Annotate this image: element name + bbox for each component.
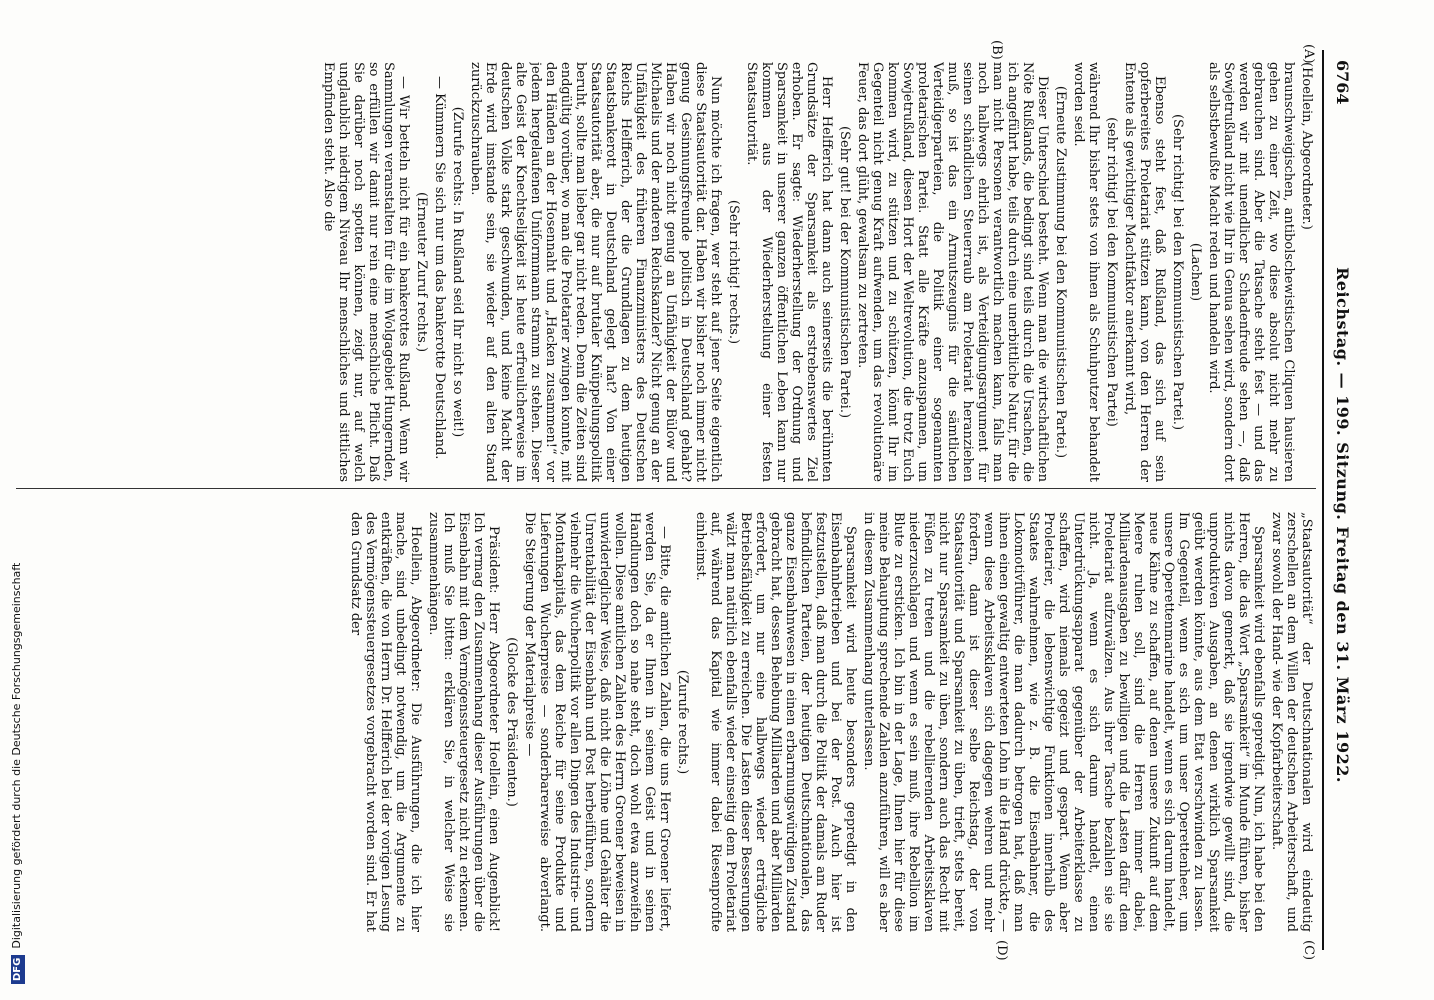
paragraph: — Wir betteln nicht für ein bankerottes Rußland. Wenn wir Sammlungen veranstalten für die im Wolgagebiet Hungernden, so erfüllen wir damit nur rein eine menschliche Pflicht. Daß Sie darüber noch spotten können, zeigt nur, auf welch unglaublich niedrigem Niveau Ihr menschliches und sittliches Empfinden steht. Also die	[321, 62, 411, 482]
paragraph: Ebenso steht fest, daß Rußland, das sich auf sein opferbereites Proletariat stützen kann, von den Herren der Entente als gewichtiger Machtfaktor anerkannt wird,	[1122, 62, 1167, 482]
paragraph: während Ihr bisher stets von ihnen als Schuhputzer behandelt worden seid.	[1071, 62, 1101, 482]
paragraph: Dieser Unterschied besteht. Wenn man die wirtschaftlichen Nöte Rußlands, die bedingt sind teils durch die Ursachen, die ich angeführt habe, teils durch eine unerbittliche Natur, für die man nicht Personen verantwortlich machen kann, falls man noch halbwegs ehrlich ist, als Verteidigungsargument für seinen schändlichen Steuerraub am Proletariat heranziehen muß, so ist das ein Armutszeugnis für die sämtlichen Verteidigerparteien, die Politik einer sogenannten proletarischen Partei. Statt alle Kräfte anzuspannen, um Sowjetrußland, diesen Hort der Weltrevolution, die trotz Euch kommen wird, zu stützen und zu schützen, könnt Ihr im Gegenteil nicht genug Kraft aufwenden, um das revolutionäre Feuer, das dort glüht, gewaltsam zu zertreten.	[855, 62, 1050, 482]
funding-note: Digitalisierung gefördert durch die Deutsche Forschungsgemeinschaft	[10, 562, 23, 949]
left-column	[24, 62, 1314, 482]
interjection: (Erneute Zustimmung bei den Kommunistischen Partei.)	[1053, 85, 1068, 459]
page-header	[1322, 50, 1354, 950]
paragraph: Sparsamkeit wird heute besonders gepredigt in den Eisenbahnbetrieben und bei der Post. Auch hier ist festzustellen, daß man durch die Politik der damals am Ruder befindlichen Parteien, der heutigen Deutschnationalen, das ganze Eisenbahnwesen in einen erbarmungswürdigen Zustand gebracht hat, dessen Behebung Milliarden und aber Milliarden erfordert, um nur eine halbwegs wieder erträgliche Betriebsfähigkeit zu erreichen. Die Lasten dieser Besserungen wälzt man natürlich ebenfalls wieder einseitig dem Proletariat auf, während das Kapital wie immer dabei Riesenprofite einheimst.	[693, 512, 858, 932]
margin-marker-b: (B)	[989, 40, 1004, 60]
interjection: (Sehr gut! bei der Kommunistischen Partei.)	[837, 125, 852, 419]
interjection: (Erneuter Zuruf rechts.)	[414, 191, 429, 353]
interjection: (Lachen)	[1188, 242, 1203, 302]
paragraph: — Kümmern Sie sich nur um das bankerotte Deutschland.	[432, 76, 447, 460]
interjection: (Sehr richtig! rechts.)	[726, 199, 741, 345]
margin-marker-d: (D)	[994, 940, 1009, 961]
right-column	[24, 512, 1314, 932]
interjection: (sehr richtig! bei den Kommunistischen Partei)	[1104, 117, 1119, 427]
paragraph: Hoellein, Abgeordneter: Die Ausführungen, die ich hier mache, sind unbedingt notwendig, um die Argumente zu entkräften, die von Herrn Dr. Helfferich bei der vorigen Lesung des Vermögenssteuergesetzes vorgebracht worden sind. Er hat den Grundsatz der	[348, 512, 423, 932]
paragraph: Nun möchte ich fragen, wer steht auf jener Seite eigentlich diese Staatsautorität dar. Haben wir bisher noch immer nicht genug Gesinnungsfreunde politisch in Deutschland gehabt? Haben wir noch nicht genug an Unfähigkeit der Bülow und Michaelis und der anderen Reichskanzler? Nicht genug an der Unfähigkeit des früheren Finanzministers des Deutschen Reichs Helfferich, der die Grundlagen zu dem heutigen Staatsbankerott in Deutschland gelegt hat? Von einer Staatsautorität aber, die nur auf brutaler Knüppelungspolitik beruht, sollte man lieber gar nicht reden. Denn die Zeiten sind endgültig vorüber, wo man die Proletarier zwingen konnte, mit den Händen an der Hosennaht und „Hacken zusammen!“ vor jedem hergelaufenen Uniformmann stramm zu stehen. Dieser alte Geist der Knechtseligkeit ist heute erfreulicherweise im deutschen Volke stark geschwunden, und keine Macht der Erde wird imstande sein, sie wieder auf den alten Stand zurückzuschrauben.	[468, 62, 723, 482]
running-head: Reichstag. — 199. Sitzung. Freitag den 31. März 1922.	[1333, 267, 1352, 783]
funding-footer	[0, 0, 30, 1000]
paragraph: Präsident: Herr Abgeordneter Hoellein, einen Augenblick! Ich vermag den Zusammenhang dieser Ausführungen über die Eisenbahn mit dem Vermögenssteuergesetz nicht zu erkennen. Ich muß Sie bitten: erklären Sie, in welcher Weise sie zusammenhängen.	[426, 512, 501, 932]
margin-marker-a: (A)	[1301, 44, 1316, 64]
interjection: (Glocke des Präsidenten.)	[504, 637, 519, 807]
paragraph: Herr Helfferich hat dann auch seinerseits die berühmten Grundsätze der Sparsamkeit als erstrebenswertes Ziel erhoben. Er sagte: Wiederherstellung der Ordnung und Sparsamkeit in unserer ganzen öffentlichen Leben kann nur kommen aus der Wiederherstellung einer festen Staatsautorität.	[744, 62, 834, 482]
paragraph: — Bitte, die amtlichen Zahlen, die uns Herr Groener liefert, werden Sie, da er Ihnen in seinem Geist und in seinen Handlungen doch so nahe steht, doch wohl etwa anzweifeln wollen. Diese amtlichen Zahlen des Herrn Groener beweisen in unwiderleglicher Weise, daß nicht die Löhne und Gehälter die Unrentabilität der Eisenbahn und Post herbeiführen, sondern vielmehr die Wucherpolitik vor allen Dingen des Industrie- und Montankapitals, das dem Reiche für seine Produkte und Lieferungen Wucherpreise — sonderbarerweise abverlangt. Die Steigerung der Materialpreise —	[522, 512, 672, 932]
interjection: (Zurufe rechts: In Rußland seid Ihr nicht so weit!)	[450, 106, 465, 438]
paragraph: Sparsamkeit wird ebenfalls gepredigt. Nun, ich habe bei den Herren, die das Wort „Sparsamkeit“ im Munde führen, bisher nichts davon gemerkt, daß sie irgendwie gewillt sind, die unproduktiven Ausgaben, an denen wirklich Sparsamkeit geübt werden könnte, aus dem Etat verschwinden zu lassen. Im Gegenteil, wenn es sich um unser Operettenheer, um unsere Operettenmarine handelt, wenn es sich darum handelt, neue Kähne zu schaffen, auf denen unsere Zukunft auf dem Meere ruhen soll, sind die Herren immer dabei, Milliardenausgaben zu bewilligen und die Lasten dafür dem Proletariat aufzuwälzen. Aus ihrer Tasche bezahlen sie sie nicht. Ja, wenn es sich darum handelt, einen Unterdrückungsapparat gegenüber der Arbeiterklasse zu schaffen, wird niemals gegeizt und gespart. Wenn aber Proletarier, die lebenswichtige Funktionen innerhalb des Staates wahrnehmen, wie z. B. die Eisenbahner, die Lokomotivführer, die man dadurch betrogen hat, daß man ihnen einen gewaltig entwerteten Lohn in die Hand drückte, — wenn diese Arbeitssklaven sich dagegen wehren und mehr fordern, dann ist dieser selbe Reichstag, der von Staatsautorität und Sparsamkeit zu üben, trieft, stets bereit, nicht nur Sparsamkeit zu üben, sondern auch das Recht mit Füßen zu treten und die rebellierenden Arbeitssklaven niederzuschlagen und wenn es sein muß, ihre Rebellion im Blute zu ersticken. Ich bin in der Lage, Ihnen hier für diese meine Behauptung sprechende Zahlen anzuführen, will es aber in diesem Zusammenhang unterlassen.	[861, 512, 1266, 932]
speaker-tag: (Hoellein, Abgeordneter.)	[1299, 62, 1314, 230]
dfg-logo: DFG	[11, 955, 25, 984]
interjection: (Zurufe rechts.)	[675, 669, 690, 775]
page-number: 6764	[1333, 60, 1352, 105]
margin-marker-c: (C)	[1301, 940, 1316, 961]
paragraph: „Staatsautorität“ der Deutschnationalen wird eindeutig zerschellen an dem Willen der deutschen Arbeiterschaft, und zwar sowohl der Hand- wie der Kopfarbeiterschaft.	[1269, 512, 1314, 932]
column-divider	[16, 488, 1316, 489]
interjection: (Sehr richtig! bei den Kommunistischen Partei.)	[1170, 113, 1185, 431]
paragraph: braunschweigischen, antibolschewistischen Cliquen hausieren gehen zu einer Zeit, wo diese absolut nicht mehr zu gebrauchen sind. Aber die Tatsache steht fest — und das werden wir mit unendlicher Schadenfreude sehen —, daß Sowjetrußland nicht wie Ihr in Genua sehen wird, sondern dort als selbstbewußte Macht reden und handeln wird.	[1206, 62, 1296, 482]
